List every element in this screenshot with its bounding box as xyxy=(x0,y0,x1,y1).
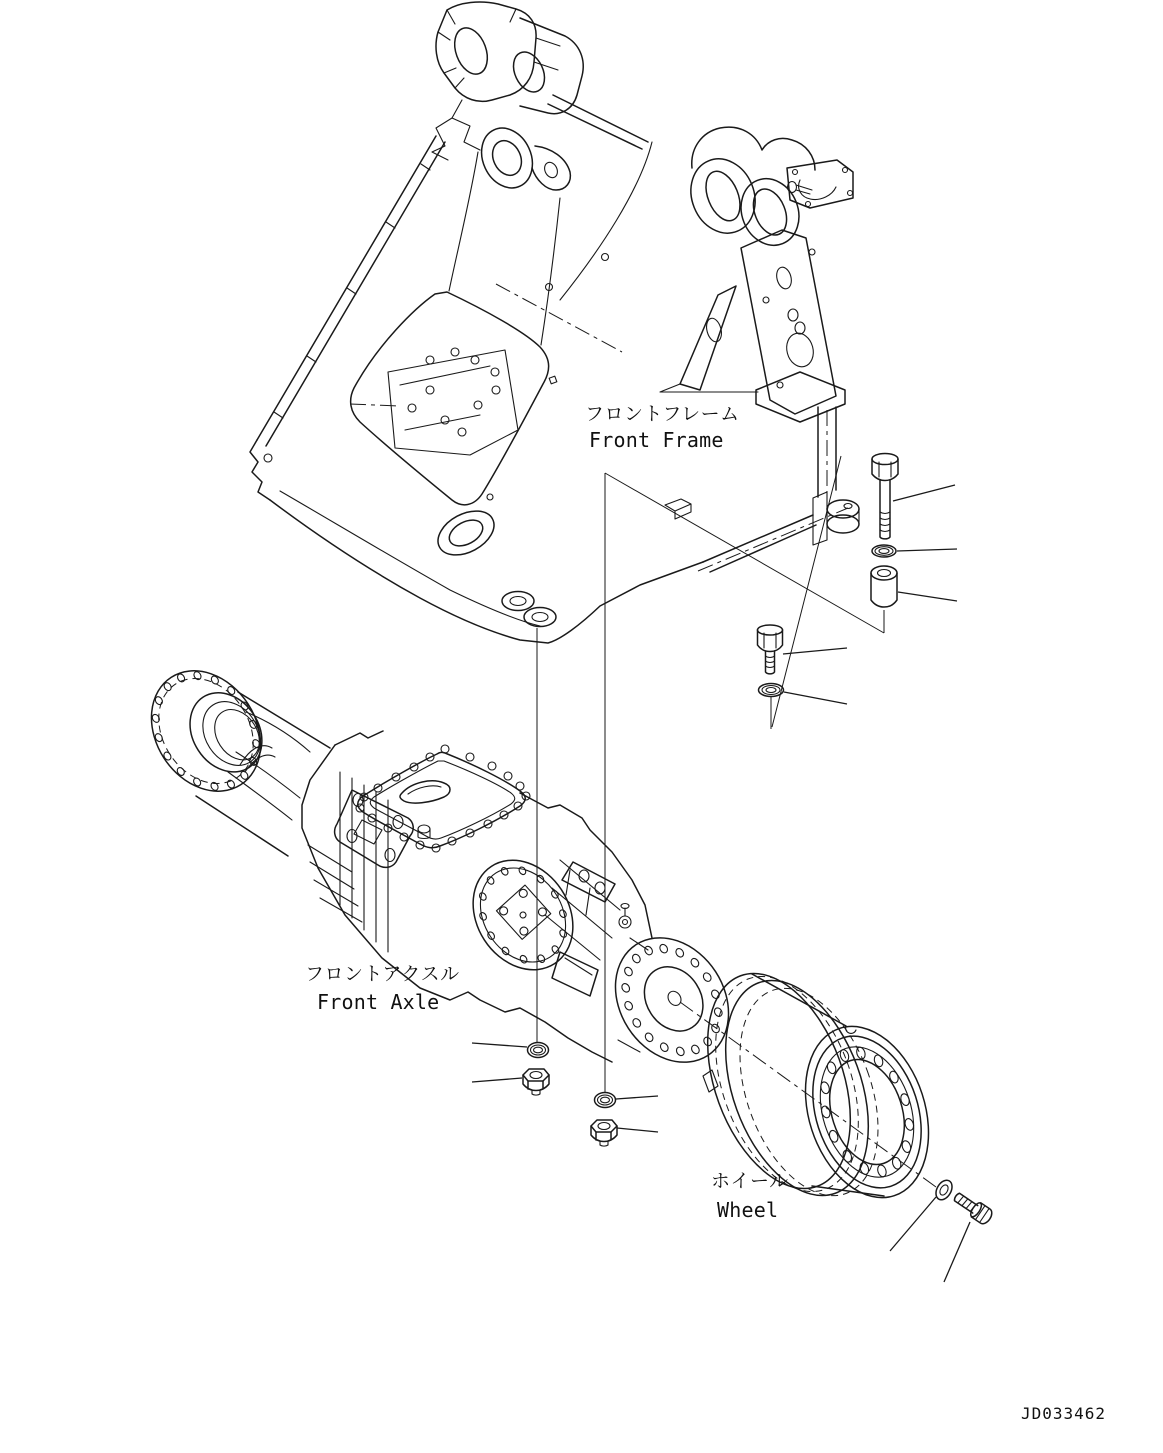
washer-callout-upper xyxy=(872,545,896,557)
front-frame-label-ja: フロントフレーム xyxy=(585,403,740,425)
front-frame-label-en: Front Frame xyxy=(589,428,724,452)
nut-callout-left xyxy=(523,1069,549,1095)
bolt-callout-wheel xyxy=(951,1189,994,1226)
washer-callout-wheel xyxy=(933,1177,956,1202)
diff-cover xyxy=(356,745,530,852)
washer-callout-mid xyxy=(759,684,784,730)
bolt-callout-mid xyxy=(758,625,783,674)
spacer-callout xyxy=(871,566,897,633)
deck-plate-bolts xyxy=(408,348,500,436)
bolt-callout-upper xyxy=(872,454,898,539)
wheel-label-ja: ホイール xyxy=(711,1170,789,1192)
nut-callout-right xyxy=(591,1120,617,1146)
leader-lines xyxy=(472,485,970,1282)
hub-bolt-holes xyxy=(602,926,742,1074)
front-axle-label-en: Front Axle xyxy=(317,990,440,1014)
front-frame-drawing xyxy=(250,2,859,643)
front-axle-drawing xyxy=(129,650,751,1084)
wheel-label-en: Wheel xyxy=(717,1198,779,1222)
projection-lines xyxy=(537,456,936,1187)
front-axle-label-ja: フロントアクスル xyxy=(305,963,460,985)
drawing-number: JD033462 xyxy=(1021,1404,1107,1423)
washer-callout-right xyxy=(595,1093,616,1108)
washer-callout-left xyxy=(528,1043,549,1058)
